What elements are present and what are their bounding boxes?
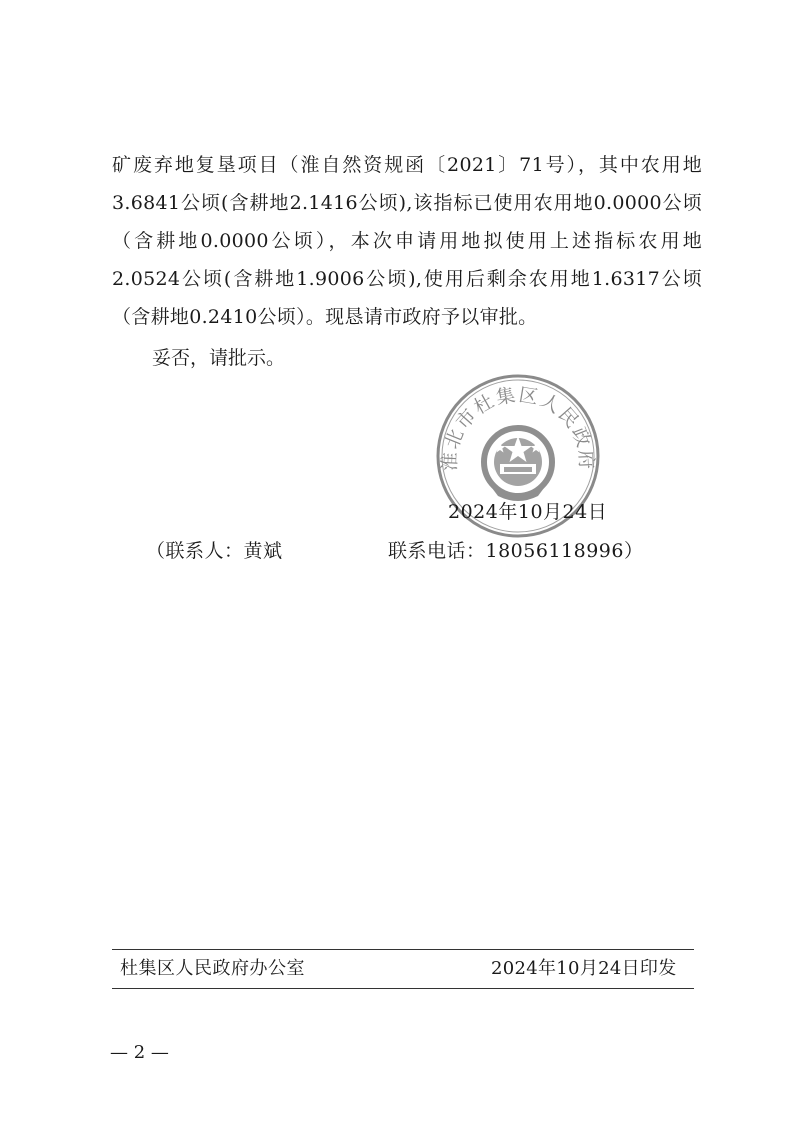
- footer-bottom-rule: [112, 988, 694, 989]
- page-number: — 2 —: [110, 1042, 169, 1063]
- closing-request: 妥否，请批示。: [152, 347, 286, 369]
- footer-top-rule: [112, 949, 694, 950]
- footer-organization: 杜集区人民政府办公室: [120, 958, 305, 979]
- national-emblem-icon: [484, 428, 552, 501]
- contact-person: （联系人：黄斌: [146, 540, 283, 562]
- signature-date: 2024年10月24日: [448, 501, 608, 523]
- footer-issue-date: 2024年10月24日印发: [491, 958, 677, 979]
- body-text: [112, 146, 702, 336]
- contact-phone: 联系电话：18056118996）: [388, 540, 644, 562]
- body-paragraph: 矿废弃地复垦项目（淮自然资规函〔2021〕71号），其中农用地3.6841公顷(含耕地2.1416公顷),该指标已使用农用地0.0000公顷（含耕地0.0000公顷），本次申请用地拟使用上述指标农用地2.0524公顷(含耕地1.9006公顷),使用后剩余农用地1.6317公顷（含耕地0.2410公顷）。现恳请市政府予以审批。: [112, 154, 702, 328]
- seal-text-path: 淮北市杜集区人民政府: [438, 383, 598, 472]
